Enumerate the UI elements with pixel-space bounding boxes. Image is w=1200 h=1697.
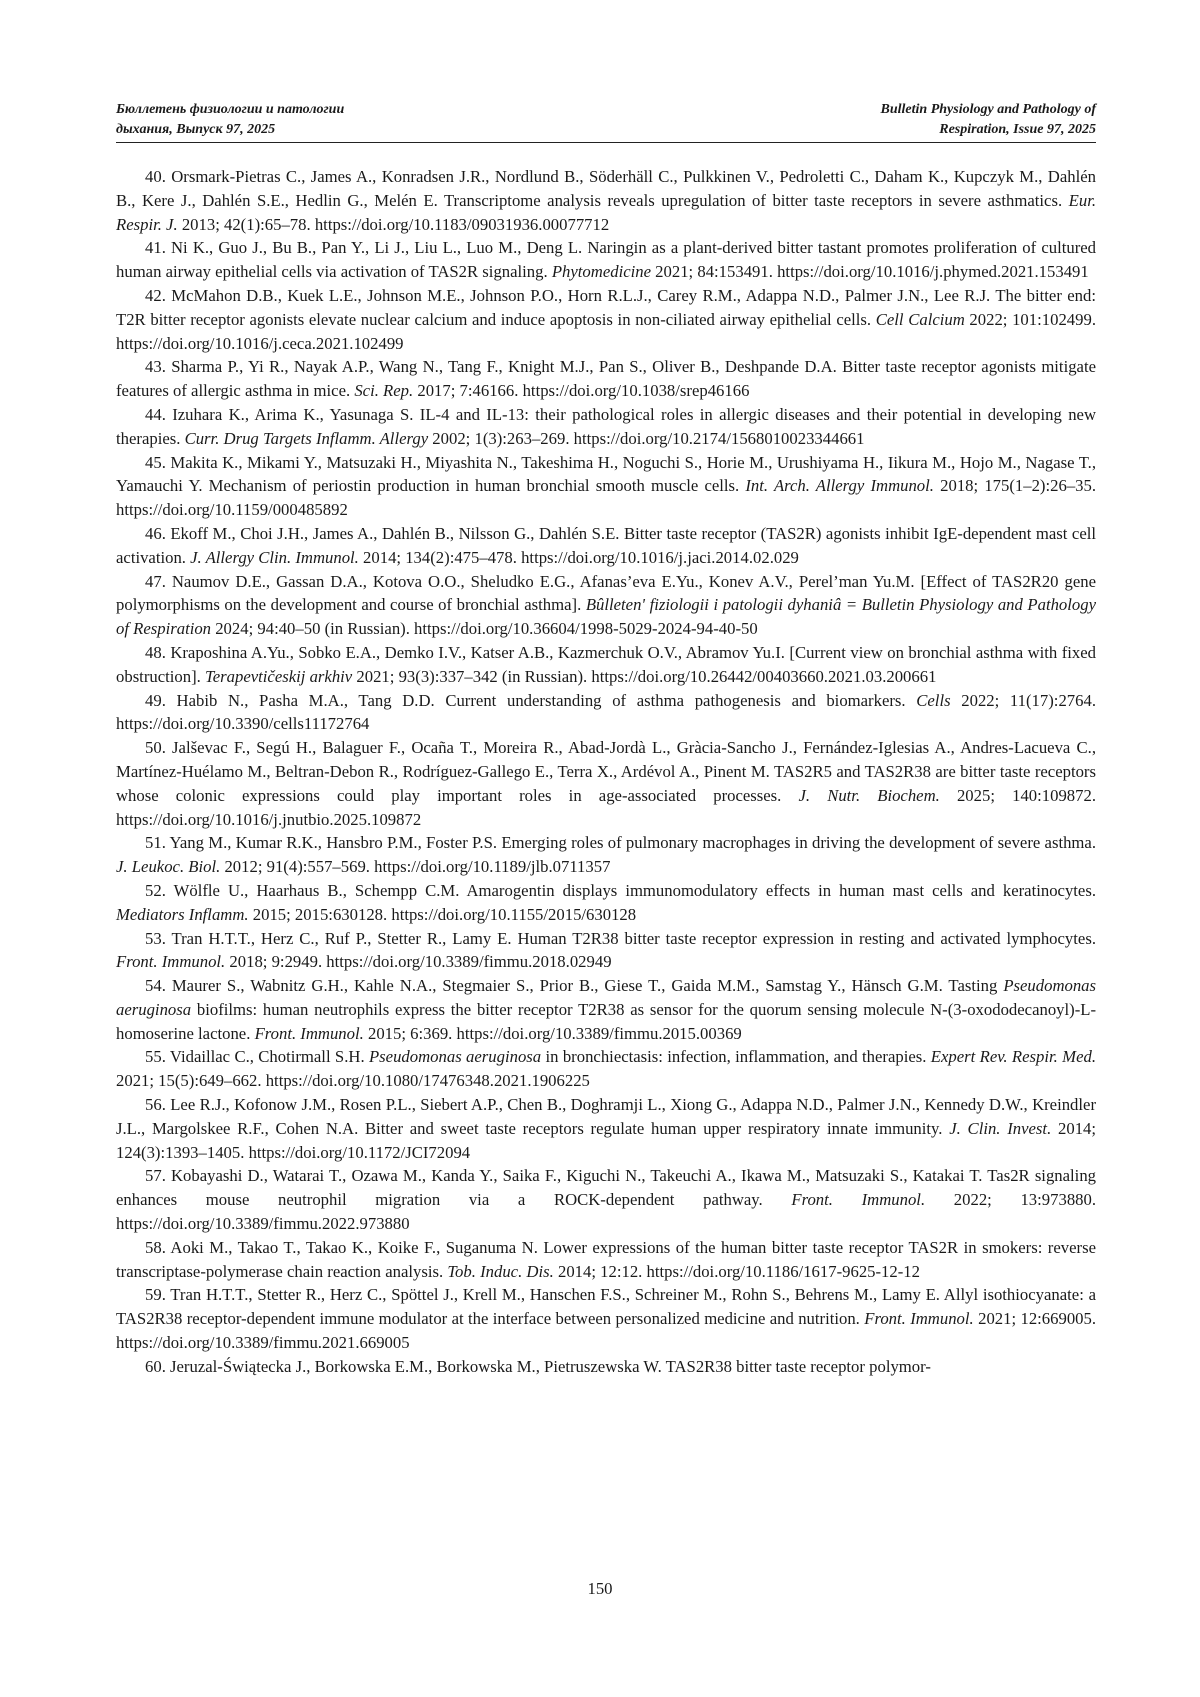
- reference-number: 55.: [145, 1047, 166, 1067]
- reference-item: [116, 403, 1096, 451]
- reference-citation: 2021; 12:669005. https://doi.org/10.3389/fimmu.2021.669005: [116, 1309, 1097, 1353]
- reference-number: 40.: [145, 167, 166, 186]
- reference-text: Maurer S., Wabnitz G.H., Kahle N.A., Stegmaier S., Prior B., Giese T., Gaida M.M., Samstag Y., Hänsch G.M. Tasting: [171, 976, 998, 996]
- reference-item: [116, 165, 1096, 236]
- reference-item: [116, 236, 1096, 284]
- reference-number: 58.: [145, 1237, 166, 1257]
- reference-text: Ekoff M., Choi J.H., James A., Dahlén B., Nilsson G., Dahlén S.E. Bitter taste receptor (TAS2R) agonists inhibit IgE-dependent mast cell activation.: [116, 523, 1096, 567]
- reference-text: Vidaillac C., Chotirmall S.H.: [169, 1047, 365, 1067]
- reference-number: 51.: [145, 833, 166, 853]
- reference-journal: Curr. Drug Targets Inflamm. Allergy: [184, 428, 429, 448]
- reference-species: Pseudomonas aeruginosa: [368, 1047, 542, 1067]
- reference-journal: Tob. Induc. Dis.: [447, 1261, 554, 1281]
- reference-citation: 2015; 6:369. https://doi.org/10.3389/fimmu.2015.00369: [367, 1023, 742, 1043]
- reference-citation: 2018; 175(1–2):26–35. https://doi.org/10.1159/000485892: [116, 476, 1097, 520]
- reference-number: 50.: [145, 738, 166, 758]
- reference-journal: Phytomedicine: [551, 262, 651, 282]
- reference-journal: Terapevtičeskij arkhiv: [205, 666, 353, 686]
- reference-journal: Eur. Respir. J.: [116, 190, 1097, 234]
- reference-citation: 2024; 94:40–50 (in Russian). https://doi.org/10.36604/1998-5029-2024-94-40-50: [215, 619, 758, 639]
- reference-number: 59.: [145, 1285, 166, 1305]
- reference-text-continued: in bronchiectasis: infection, inflammation, and therapies.: [545, 1047, 927, 1067]
- reference-citation: 2014; 134(2):475–478. https://doi.org/10.1016/j.jaci.2014.02.029: [363, 547, 799, 567]
- reference-text: Makita K., Mikami Y., Matsuzaki H., Miyashita N., Takeshima H., Noguchi S., Horie M., Urushiyama H., Iikura M., Hojo M., Nagase T., Yamauchi Y. Mechanism of periostin production in human bronchial smooth muscle cells.: [116, 452, 1096, 496]
- reference-list: [116, 165, 1096, 1379]
- reference-text: Lee R.J., Kofonow J.M., Rosen P.L., Siebert A.P., Chen B., Doghramji L., Xiong G., Adappa N.D., Palmer J.N., Kennedy D.W., Kreindler J.L., Margolskee R.F., Cohen N.A. Bitter and sweet taste receptors regulate human upper respiratory innate immunity.: [116, 1095, 1097, 1138]
- reference-journal: Front. Immunol.: [791, 1190, 926, 1210]
- reference-text: Izuhara K., Arima K., Yasunaga S. IL-4 and IL-13: their pathological roles in allergic diseases and their potential in developing new therapies.: [116, 404, 1097, 448]
- reference-item: [116, 570, 1096, 641]
- reference-journal: Cell Calcium: [875, 309, 965, 329]
- reference-journal: J. Nutr. Biochem.: [798, 785, 940, 805]
- reference-text: Tran H.T.T., Herz C., Ruf P., Stetter R., Lamy E. Human T2R38 bitter taste receptor expression in resting and activated lymphocytes.: [171, 928, 1096, 948]
- reference-number: 44.: [145, 404, 166, 424]
- reference-item: [116, 831, 1096, 879]
- reference-number: 57.: [145, 1166, 166, 1186]
- journal-title-en: [881, 100, 1096, 140]
- reference-citation: 2021; 15(5):649–662. https://doi.org/10.1080/17476348.2021.1906225: [116, 1071, 590, 1091]
- reference-journal: Front. Immunol.: [254, 1023, 364, 1043]
- reference-number: 45.: [145, 452, 166, 472]
- reference-citation: 2021; 93(3):337–342 (in Russian). https://doi.org/10.26442/00403660.2021.03.200661: [356, 666, 937, 686]
- reference-number: 54.: [145, 976, 166, 996]
- reference-number: 56.: [145, 1095, 166, 1115]
- reference-journal: Int. Arch. Allergy Immunol.: [745, 476, 934, 496]
- reference-text: Jeruzal-Świątecka J., Borkowska E.M., Borkowska M., Pietruszewska W. TAS2R38 bitter taste receptor polymor-: [170, 1356, 931, 1376]
- reference-citation: 2022; 13:973880. https://doi.org/10.3389/fimmu.2022.973880: [116, 1190, 1097, 1234]
- reference-journal: Mediators Inflamm.: [116, 904, 249, 924]
- reference-citation: 2018; 9:2949. https://doi.org/10.3389/fimmu.2018.02949: [229, 952, 612, 972]
- reference-number: 43.: [145, 357, 166, 377]
- reference-journal: J. Leukoc. Biol.: [116, 857, 221, 877]
- journal-title-ru-line2: дыхания, Выпуск 97, 2025: [116, 122, 276, 137]
- reference-citation: 2022; 11(17):2764. https://doi.org/10.3390/cells11172764: [116, 690, 1096, 734]
- reference-number: 41.: [145, 238, 166, 258]
- reference-number: 42.: [145, 285, 166, 305]
- reference-item: [116, 1355, 1096, 1379]
- reference-citation: 2012; 91(4):557–569. https://doi.org/10.1189/jlb.0711357: [224, 857, 611, 877]
- reference-number: 46.: [145, 523, 166, 543]
- reference-text: Tran H.T.T., Stetter R., Herz C., Spöttel J., Krell M., Hanschen F.S., Schreiner M., Rohn S., Behrens M., Lamy E. Allyl isothiocyanate: a TAS2R38 receptor-dependent immune modulator at the interface between personalized medicine and nutrition.: [116, 1285, 1096, 1329]
- reference-journal: J. Allergy Clin. Immunol.: [190, 547, 359, 567]
- reference-journal: Front. Immunol.: [116, 952, 226, 972]
- running-header: [116, 100, 1096, 144]
- reference-text: Ni K., Guo J., Bu B., Pan Y., Li J., Liu L., Luo M., Deng L. Naringin as a plant-derived bitter tastant promotes proliferation of cultured human airway epithelial cells via activation of TAS2R signaling.: [116, 238, 1096, 282]
- reference-citation: 2002; 1(3):263–269. https://doi.org/10.2174/1568010023344661: [432, 428, 865, 448]
- header-divider: [116, 142, 1096, 143]
- reference-text: Aoki M., Takao T., Takao K., Koike F., Suganuma N. Lower expressions of the human bitter taste receptor TAS2R in smokers: reverse transcriptase-polymerase chain reaction analysis.: [116, 1237, 1096, 1281]
- reference-text: Kobayashi D., Watarai T., Ozawa M., Kanda Y., Saika F., Kiguchi N., Takeuchi A., Ikawa M., Matsuzaki S., Katakai T. Tas2R signaling enhances mouse neutrophil migration via a ROCK-dependent pathway.: [116, 1166, 1097, 1210]
- reference-citation: 2022; 101:102499. https://doi.org/10.1016/j.ceca.2021.102499: [116, 309, 1096, 353]
- reference-item: [116, 641, 1096, 689]
- reference-text: Jalševac F., Segú H., Balaguer F., Ocaña T., Moreira R., Abad-Jordà L., Gràcia-Sancho J., Fernández-Iglesias A., Andres-Lacueva C., Martínez-Huélamo M., Beltran-Debon R., Rodríguez-Gallego E., Terra X., Ardévol A., Pinent M. TAS2R5 and TAS2R38 are bitter taste receptors whose colonic expressions could play important roles in age-associated processes.: [116, 738, 1096, 805]
- reference-item: [116, 1045, 1096, 1093]
- journal-title-ru-line1: Бюллетень физиологии и патологии: [116, 102, 345, 117]
- reference-item: [116, 1283, 1096, 1354]
- reference-citation: 2025; 140:109872. https://doi.org/10.1016/j.jnutbio.2025.109872: [116, 785, 1097, 829]
- reference-journal: J. Clin. Invest.: [949, 1118, 1052, 1138]
- reference-text-continued: biofilms: human neutrophils express the bitter receptor T2R38 as sensor for the quorum sensing molecule N-(3-oxododecanoyl)-L-homoserine lactone.: [116, 999, 1097, 1043]
- reference-journal: Expert Rev. Respir. Med.: [930, 1047, 1097, 1067]
- journal-title-en-line2: Respiration, Issue 97, 2025: [939, 122, 1096, 137]
- journal-title-en-line1: Bulletin Physiology and Pathology of: [880, 102, 1096, 117]
- reference-item: [116, 689, 1096, 737]
- reference-item: [116, 522, 1096, 570]
- reference-journal: Front. Immunol.: [864, 1309, 974, 1329]
- reference-journal: Bûlleten' fiziologii i patologii dyhaniâ = Bulletin Physiology and Pathology of Respiration: [116, 595, 1097, 639]
- reference-text: Yang M., Kumar R.K., Hansbro P.M., Foster P.S. Emerging roles of pulmonary macrophages in driving the development of severe asthma.: [169, 833, 1096, 853]
- reference-citation: 2017; 7:46166. https://doi.org/10.1038/srep46166: [417, 381, 750, 401]
- reference-item: [116, 1093, 1096, 1164]
- reference-text: Habib N., Pasha M.A., Tang D.D. Current understanding of asthma pathogenesis and biomarkers.: [176, 690, 906, 710]
- page-number: 150: [587, 1579, 613, 1598]
- reference-citation: 2013; 42(1):65–78. https://doi.org/10.1183/09031936.00077712: [181, 214, 610, 234]
- reference-text: Wölfle U., Haarhaus B., Schempp C.M. Amarogentin displays immunomodulatory effects in human mast cells and keratinocytes.: [173, 880, 1096, 900]
- journal-title-ru: [116, 100, 344, 140]
- reference-text: McMahon D.B., Kuek L.E., Johnson M.E., Johnson P.O., Horn R.L.J., Carey R.M., Adappa N.D., Palmer J.N., Lee R.J. The bitter end: T2R bitter receptor agonists elevate nuclear calcium and induce apoptosis in non-ciliated airway epithelial cells.: [116, 285, 1097, 329]
- reference-number: 47.: [145, 571, 166, 591]
- reference-item: [116, 355, 1096, 403]
- reference-item: [116, 451, 1096, 522]
- reference-number: 49.: [145, 690, 166, 710]
- reference-item: [116, 284, 1096, 355]
- reference-text: Kraposhina A.Yu., Sobko E.A., Demko I.V., Katser A.B., Kazmerchuk O.V., Abramov Yu.I. [Current view on bronchial asthma with fixed obstruction].: [116, 642, 1097, 686]
- reference-number: 48.: [145, 642, 166, 662]
- reference-number: 52.: [145, 880, 166, 900]
- reference-number: 60.: [145, 1356, 166, 1376]
- reference-citation: 2021; 84:153491. https://doi.org/10.1016/j.phymed.2021.153491: [655, 262, 1089, 282]
- reference-number: 53.: [145, 928, 166, 948]
- reference-item: [116, 974, 1096, 1045]
- reference-text: Orsmark-Pietras C., James A., Konradsen J.R., Nordlund B., Söderhäll C., Pulkkinen V., Pedroletti C., Daham K., Kupczyk M., Dahlén B., Kere J., Dahlén S.E., Hedlin G., Melén E. Transcriptome analysis reveals upregulation of bitter taste receptors in severe asthmatics.: [116, 167, 1096, 210]
- reference-item: [116, 736, 1096, 831]
- reference-citation: 2014; 124(3):1393–1405. https://doi.org/10.1172/JCI72094: [116, 1118, 1097, 1162]
- reference-item: [116, 1164, 1096, 1235]
- reference-item: [116, 1236, 1096, 1284]
- reference-item: [116, 879, 1096, 927]
- reference-citation: 2014; 12:12. https://doi.org/10.1186/1617-9625-12-12: [557, 1261, 920, 1281]
- reference-text: Naumov D.E., Gassan D.A., Kotova O.O., Sheludko E.G., Afanas’eva E.Yu., Konev A.V., Perel’man Yu.M. [Effect of TAS2R20 gene polymorphisms on the development and course of bronchial asthma].: [116, 571, 1097, 615]
- reference-text: Sharma P., Yi R., Nayak A.P., Wang N., Tang F., Knight M.J., Pan S., Oliver B., Deshpande D.A. Bitter taste receptor agonists mitigate features of allergic asthma in mice.: [116, 357, 1096, 401]
- reference-item: [116, 927, 1096, 975]
- reference-species: Pseudomonas aeruginosa: [116, 976, 1097, 1019]
- reference-journal: Cells: [916, 690, 951, 710]
- reference-journal: Sci. Rep.: [354, 381, 414, 401]
- reference-citation: 2015; 2015:630128. https://doi.org/10.1155/2015/630128: [252, 904, 637, 924]
